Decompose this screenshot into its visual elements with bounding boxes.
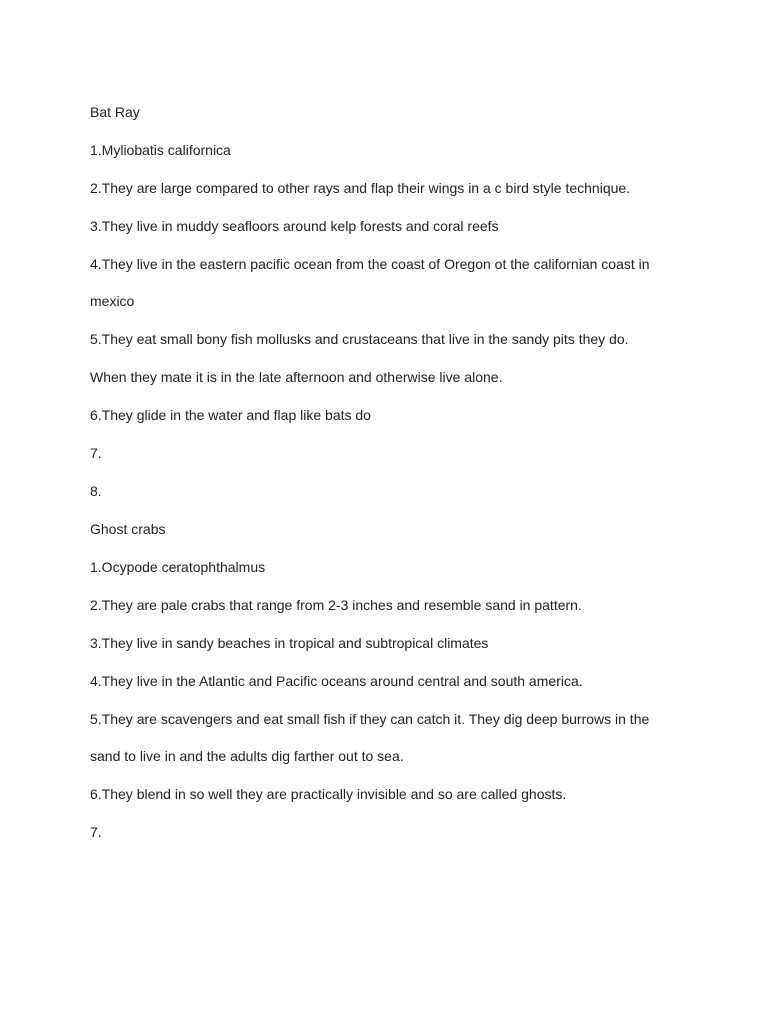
ghost-crab-item-1: 1.Ocypode ceratophthalmus	[90, 559, 266, 575]
bat-ray-item-5: 5.They eat small bony fish mollusks and crustaceans that live in the sandy pits they do.	[90, 331, 629, 347]
ghost-crab-item-2: 2.They are pale crabs that range from 2-3 inches and resemble sand in pattern.	[90, 597, 582, 613]
ghost-crab-item-4: 4.They live in the Atlantic and Pacific oceans around central and south america.	[90, 673, 583, 689]
bat-ray-item-5-continued: When they mate it is in the late afternoon and otherwise live alone.	[90, 369, 503, 385]
ghost-crab-item-7: 7.	[90, 824, 102, 840]
section-heading-ghost-crabs: Ghost crabs	[90, 521, 166, 537]
ghost-crab-item-3: 3.They live in sandy beaches in tropical and subtropical climates	[90, 635, 489, 651]
bat-ray-item-6: 6.They glide in the water and flap like bats do	[90, 407, 371, 423]
bat-ray-item-1: 1.Myliobatis californica	[90, 142, 231, 158]
bat-ray-item-4-continued: mexico	[90, 293, 135, 309]
section-heading-bat-ray: Bat Ray	[90, 104, 140, 120]
document-page	[90, 103, 690, 842]
ghost-crab-item-5-continued: sand to live in and the adults dig farther out to sea.	[90, 748, 404, 764]
ghost-crab-item-5: 5.They are scavengers and eat small fish if they can catch it. They dig deep burrows in the	[90, 711, 650, 727]
bat-ray-item-2: 2.They are large compared to other rays and flap their wings in a c bird style technique.	[90, 180, 631, 196]
bat-ray-item-3: 3.They live in muddy seafloors around kelp forests and coral reefs	[90, 218, 499, 234]
bat-ray-item-4: 4.They live in the eastern pacific ocean from the coast of Oregon ot the californian coast in	[90, 256, 650, 272]
bat-ray-item-7: 7.	[90, 445, 102, 461]
ghost-crab-item-6: 6.They blend in so well they are practically invisible and so are called ghosts.	[90, 786, 567, 802]
bat-ray-item-8: 8.	[90, 483, 102, 499]
